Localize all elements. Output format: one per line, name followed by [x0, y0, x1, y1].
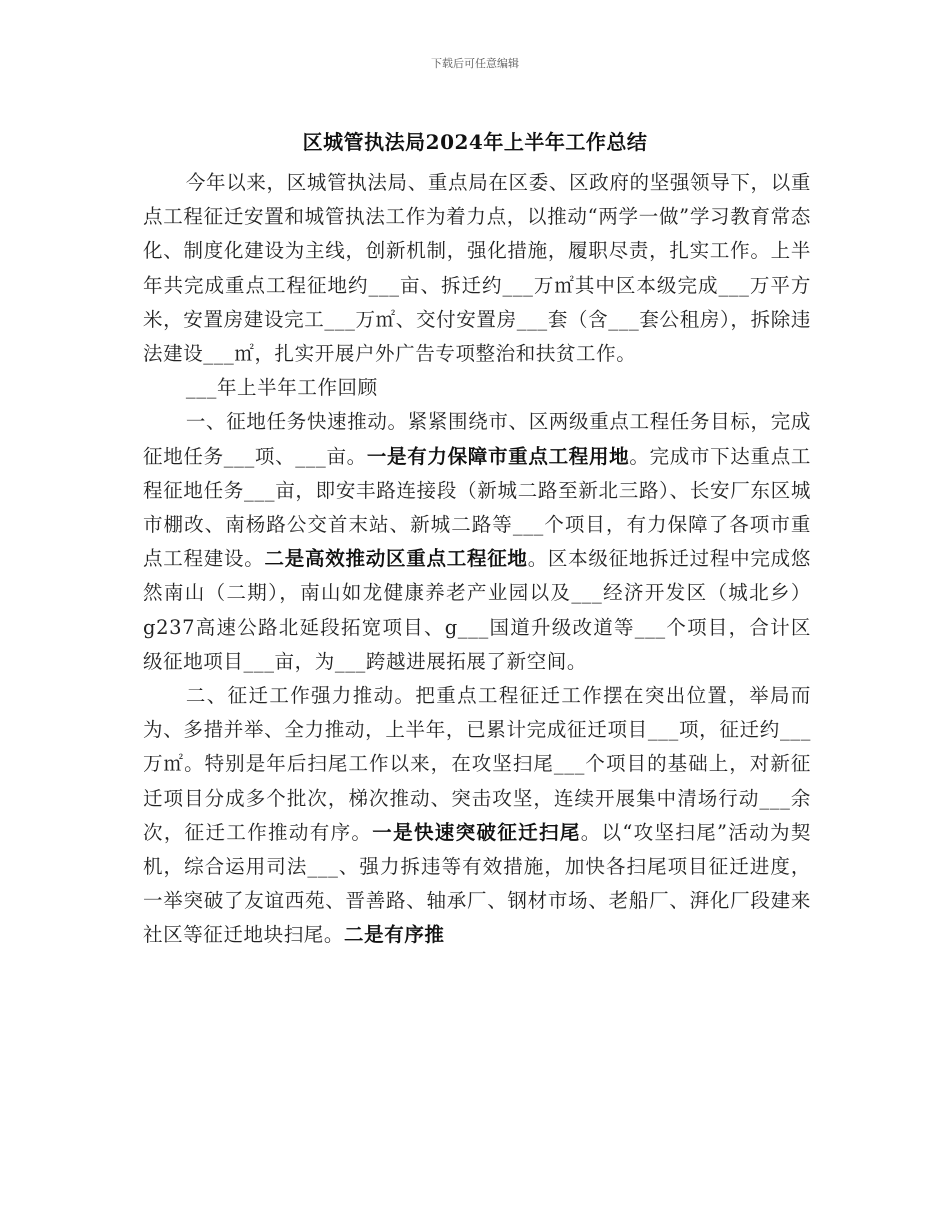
text-run: 二、征迁工作强力推动。把重点工程征迁工作摆在突出位置，举局而为、多措并举、全力推动，上半年，已累计完成征迁项目___项，征迁约___万㎡。特别是年后扫尾工作以来，在攻坚扫尾___个项目的基础上，对新征迁项目分成多个批次，梯次推动、突击攻坚，连续开展集中清场行动___余次，征迁工作推动有序。: [143, 684, 811, 844]
text-run: 。完成市下达重点工程征地任务___亩，即安丰路连接段（新城二路至新北三路）、长安厂东区城市棚改、南杨路公交首末站、新城二路等___个项目，有力保障了各项市重点工程建设。: [143, 444, 811, 571]
paragraph-section-heading: ___年上半年工作回顾: [185, 376, 378, 400]
text-run: 。区本级征地拆迁过程中完成悠然南山（二期），南山如龙健康养老产业园以及___经济开发区（城北乡）g237高速公路北延段拓宽项目、g___国道升级改道等___个项目，合计区级征地项目___亩，为___跨越进展拓展了新空间。: [143, 547, 811, 673]
document-title: 区城管执法局2024年上半年工作总结: [302, 130, 648, 154]
paragraph-demolition: [143, 679, 811, 953]
bold-text-run: 二是高效推动区重点工程征地: [264, 547, 528, 571]
bold-text-run: 一是快速突破征迁扫尾: [372, 820, 581, 844]
document-body: [143, 166, 811, 953]
paragraph-land-acquisition: [143, 405, 811, 679]
header-note: 下载后可任意编辑: [431, 57, 519, 70]
bold-text-run: 一是有力保障市重点工程用地: [366, 444, 630, 468]
paragraph-intro: 今年以来，区城管执法局、重点局在区委、区政府的坚强领导下，以重点工程征迁安置和城管执法工作为着力点，以推动“两学一做”学习教育常态化、制度化建设为主线，创新机制，强化措施，履职尽责，扎实工作。上半年共完成重点工程征地约___亩、拆迁约___万㎡其中区本级完成___万平方米，安置房建设完工___万㎡、交付安置房___套（含___套公租房），拆除违法建设___㎡，扎实开展户外广告专项整治和扶贫工作。: [143, 171, 811, 366]
text-run: 。以“攻坚扫尾”活动为契机，综合运用司法___、强力拆违等有效措施，加快各扫尾项目征迁进度，一举突破了友谊西苑、晋善路、轴承厂、钢材市场、老船厂、湃化厂段建来社区等征迁地块扫尾。: [143, 820, 811, 947]
bold-text-run: 二是有序推: [344, 923, 445, 947]
text-run: 一、征地任务快速推动。紧紧围绕市、区两级重点工程任务目标，完成征地任务___项、___亩。: [143, 410, 811, 468]
